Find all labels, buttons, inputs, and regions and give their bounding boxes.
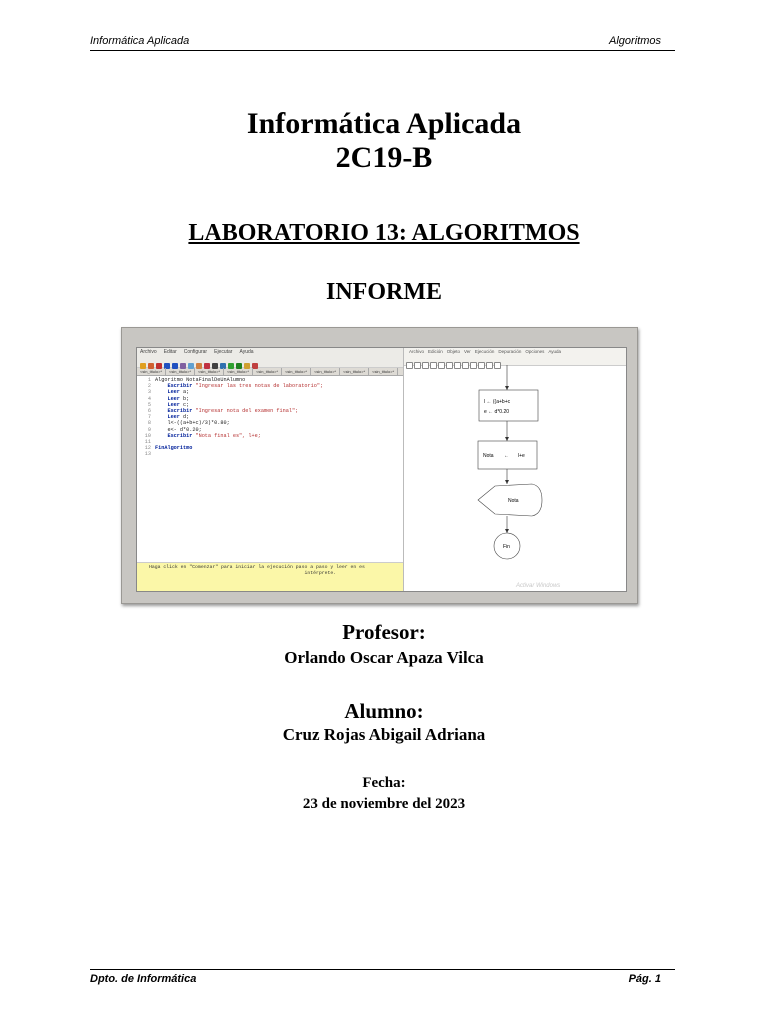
report-title: INFORME	[326, 279, 442, 305]
student-label: Alumno:	[344, 699, 424, 723]
code-string: "Ingresar las tres notas de laboratorio";	[192, 383, 324, 390]
code-keyword: FinAlgoritmo	[155, 445, 193, 452]
line-number: 4	[147, 395, 151, 402]
date-label: Fecha:	[362, 775, 406, 791]
line-number: 10	[144, 432, 151, 439]
footer-left: Dpto. de Informática	[90, 973, 197, 985]
header-right: Algoritmos	[609, 35, 661, 47]
code-keyword: Escribir	[167, 408, 193, 415]
tab: <sin_titulo>*	[137, 368, 166, 375]
line-number: 9	[147, 426, 151, 433]
code-string: "Nota final es", l+e;	[192, 432, 261, 439]
output-label: Nota	[508, 498, 519, 504]
title-line-1: Informática Aplicada	[246, 107, 522, 140]
code-text: b;	[179, 395, 190, 402]
box1-line1: l ← ((a+b+c	[484, 399, 511, 405]
code-text: l<-((a+b+c)/3)*0.80;	[167, 420, 230, 427]
date-value: 23 de noviembre del 2023	[302, 796, 466, 812]
flow-menu-item: Opciones	[525, 349, 545, 354]
line-number: 11	[144, 439, 151, 446]
menu-ejecutar: Ejecutar	[214, 349, 233, 355]
editor-tabs	[137, 368, 403, 376]
document-title	[0, 107, 768, 175]
code-keyword: Escribir	[167, 383, 193, 390]
code-keyword: Leer	[167, 414, 180, 421]
flow-menu-item: Ayuda	[548, 349, 562, 354]
flowchart-menu-bar	[404, 348, 626, 356]
flow-menu-item: Edición	[428, 349, 443, 354]
professor-name: Orlando Oscar Apaza Vilca	[284, 648, 484, 667]
professor-label: Profesor:	[342, 620, 426, 644]
flow-menu-item: Ejecución	[474, 349, 495, 354]
flow-menu-item: Objeto	[446, 349, 461, 354]
editor-toolbar	[137, 356, 403, 368]
menu-configurar: Configurar	[183, 349, 208, 355]
code-keyword: Leer	[167, 395, 180, 402]
flowchart-diagram	[404, 365, 626, 591]
code-text: c;	[179, 401, 190, 408]
line-number: 3	[147, 389, 151, 396]
student-name: Cruz Rojas Abigail Adriana	[282, 725, 486, 744]
box1-line2: e ← d*0.20	[484, 409, 510, 415]
title-line-2: 2C19-B	[335, 141, 433, 174]
code-keyword: Escribir	[167, 432, 193, 439]
menu-ayuda: Ayuda	[239, 349, 254, 355]
code-keyword: Leer	[167, 401, 180, 408]
tab: <sin_titulo>*	[166, 368, 195, 375]
tab: <sin_titulo>*	[340, 368, 369, 375]
flow-menu-item: Depuración	[498, 349, 522, 354]
line-number: 5	[147, 401, 151, 408]
line-number: 1	[147, 377, 151, 383]
windows-watermark: Activar Windows	[516, 583, 561, 589]
pseint-screenshot	[121, 327, 638, 604]
code-string: "Ingresar nota del examen final";	[192, 408, 299, 415]
box2-label: Nota	[483, 453, 494, 459]
code-text: a;	[179, 389, 190, 396]
menu-archivo: Archivo	[140, 349, 157, 355]
hint-message: Haga click en "Comenzar" para iniciar la ejecución paso a paso y leer en es intérprete.	[137, 562, 403, 591]
flowchart-pane	[404, 348, 626, 591]
code-line	[137, 451, 403, 457]
tab: <sin_titulo>*	[282, 368, 311, 375]
header-left: Informática Aplicada	[90, 35, 190, 47]
line-number: 2	[147, 383, 151, 390]
line-number: 7	[147, 414, 151, 421]
flow-menu-item: Ver	[464, 349, 471, 354]
footer-right: Pág. 1	[628, 973, 661, 985]
page-header	[90, 34, 675, 51]
code-editor-pane	[137, 348, 404, 591]
code-text: Algoritmo NotaFinalDeUnAlumno	[155, 377, 246, 383]
assignment-box	[479, 390, 538, 421]
menu-editar: Editar	[163, 349, 177, 355]
tab: <sin_titulo>*	[253, 368, 282, 375]
code-text: d;	[179, 414, 190, 421]
line-number: 6	[147, 408, 151, 415]
pseint-window	[136, 347, 627, 592]
line-number: 12	[144, 445, 151, 452]
lab-title: LABORATORIO 13: ALGORITMOS	[188, 220, 580, 246]
line-number: 8	[147, 420, 151, 427]
code-text: e<- d*0.20;	[167, 426, 202, 433]
tab: <sin_titulo>*	[311, 368, 340, 375]
page-footer	[90, 969, 675, 988]
code-keyword: Leer	[167, 389, 180, 396]
flow-menu-item: Archivo	[409, 349, 425, 354]
editor-menu-bar	[137, 348, 403, 356]
tab: <sin_titulo>*	[195, 368, 224, 375]
code-area	[137, 377, 403, 458]
box2-expr: l+e	[518, 453, 525, 459]
end-label: Fin	[503, 544, 510, 550]
box2-arrow: ←	[504, 453, 509, 459]
tab: <sin_titulo>*	[224, 368, 253, 375]
line-number: 13	[144, 451, 151, 458]
tab: <sin_titulo>*	[369, 368, 398, 375]
